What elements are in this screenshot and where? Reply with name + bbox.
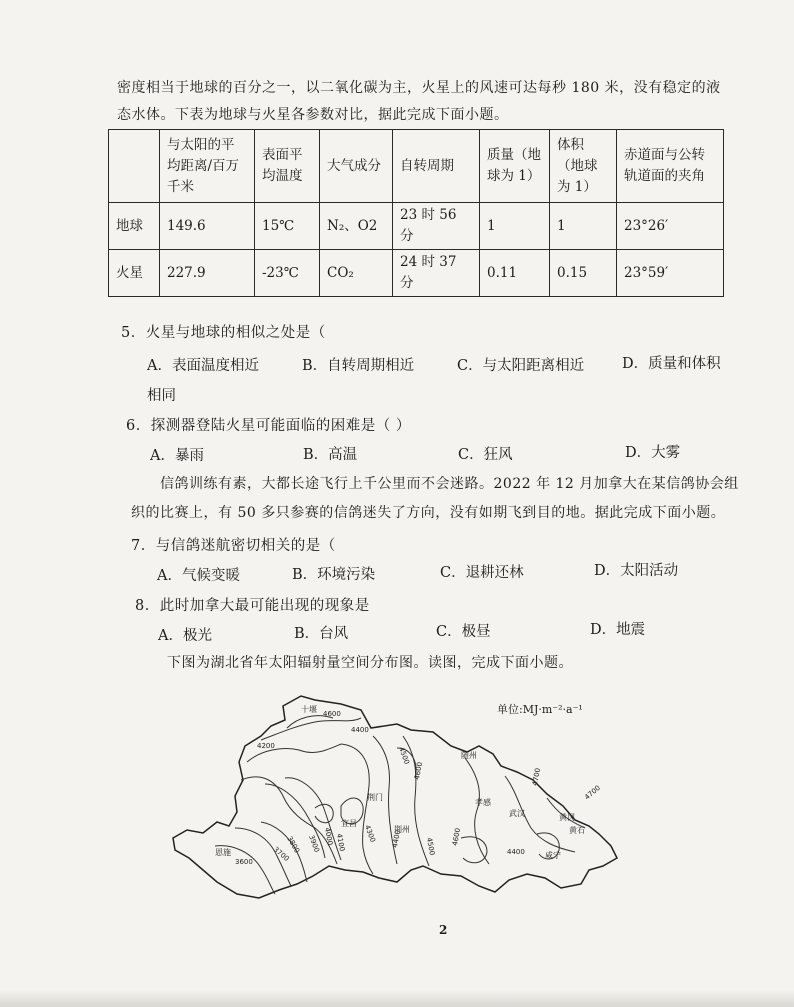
- table-cell: -23℃: [255, 250, 320, 297]
- isoline-label: 3800: [285, 835, 302, 855]
- table-cell: 0.11: [480, 250, 550, 297]
- table-row: [109, 250, 724, 297]
- isoline: [315, 804, 333, 822]
- question-5-option-a: A．表面温度相近: [147, 358, 259, 374]
- isoline-label: 4000: [323, 826, 335, 846]
- city-label: 恩施: [215, 848, 231, 857]
- table-header-cell: 自转周期: [393, 130, 480, 203]
- table-cell: 0.15: [550, 250, 617, 297]
- question-8-option-a: A．极光: [158, 628, 212, 644]
- question-7-option-b: B．环境污染: [292, 567, 376, 583]
- isoline: [461, 837, 487, 863]
- table-cell: 23°59′: [617, 250, 724, 297]
- question-7-option-a: A．气候变暖: [157, 568, 240, 584]
- isoline-label: 4600: [451, 827, 463, 847]
- isoline: [341, 744, 373, 874]
- city-label: 武汉: [509, 809, 525, 818]
- city-label: 黄石: [569, 826, 585, 835]
- question-6-option-d: D．大雾: [625, 445, 681, 461]
- table-header-cell: 赤道面与公转轨道面的夹角: [617, 130, 724, 203]
- question-6-option-c: C．狂风: [458, 447, 513, 463]
- table-header-cell: 与太阳的平均距离/百万千米: [160, 130, 255, 203]
- isoline-label: 3700: [271, 845, 291, 863]
- isoline-label: 4400: [351, 726, 369, 734]
- question-6-stem: 6．探测器登陆火星可能面临的困难是（ ）: [126, 418, 411, 434]
- table-header-cell: [109, 130, 160, 203]
- table-header-cell: 体积（地球为 1）: [550, 130, 617, 203]
- question-5-option-c: C．与太阳距离相近: [457, 358, 585, 374]
- isoline: [465, 758, 489, 864]
- isoline-label: 4500: [425, 836, 437, 856]
- question-8-option-b: B．台风: [294, 626, 349, 642]
- hubei-solar-radiation-map: [165, 688, 625, 903]
- table-cell: 149.6: [160, 203, 255, 250]
- isoline-label: 4600: [413, 761, 425, 781]
- city-label: 荆门: [367, 793, 383, 802]
- pigeon-passage-line-2: 织的比赛上，有 50 多只参赛的信鸽迷失了方向，没有如期飞到目的地。据此完成下面小题。: [131, 505, 726, 521]
- question-5-option-d: D．质量和体积: [622, 356, 721, 372]
- table-cell: N₂、O2: [320, 203, 393, 250]
- scan-edge-shadow: [0, 990, 794, 1007]
- table-row: [109, 203, 724, 250]
- page-number: 2: [439, 923, 448, 937]
- intro-line-2: 态水体。下表为地球与火星各参数对比，据此完成下面小题。: [117, 107, 509, 123]
- isoline-label: 3900: [307, 833, 321, 854]
- isoline-label: 4400: [507, 848, 525, 856]
- city-label: 宜昌: [341, 819, 357, 828]
- table-header-cell: 质量（地球为 1）: [480, 130, 550, 203]
- isoline-label: 4300: [363, 823, 377, 844]
- table-header-cell: 大气成分: [320, 130, 393, 203]
- table-header-cell: 表面平均温度: [255, 130, 320, 203]
- table-cell: 15℃: [255, 203, 320, 250]
- table-header-row: [109, 130, 724, 203]
- table-cell: 24 时 37 分: [393, 250, 480, 297]
- table-cell: 23 时 56 分: [393, 203, 480, 250]
- question-7-option-d: D．太阳活动: [594, 563, 679, 579]
- question-5-option-d-continued: 相同: [147, 388, 176, 404]
- table-cell: 1: [480, 203, 550, 250]
- city-label: 十堰: [301, 705, 317, 714]
- province-outline: [173, 696, 617, 898]
- isoline-label: 4400: [391, 829, 403, 849]
- city-label: 黄冈: [559, 813, 575, 822]
- isoline-label: 4200: [257, 742, 275, 750]
- question-8-stem: 8．此时加拿大最可能出现的现象是: [135, 598, 370, 614]
- isoline-label: 4500: [397, 745, 411, 766]
- table-cell: 23°26′: [617, 203, 724, 250]
- table-cell: CO₂: [320, 250, 393, 297]
- map-unit-label: 单位:MJ·m⁻²·a⁻¹: [497, 703, 583, 716]
- isoline: [241, 777, 337, 864]
- map-intro: 下图为湖北省年太阳辐射量空间分布图。读图，完成下面小题。: [167, 655, 573, 671]
- isoline-label: 4600: [323, 710, 341, 718]
- table-cell: 227.9: [160, 250, 255, 297]
- question-5-option-b: B．自转周期相近: [302, 358, 415, 374]
- question-6-option-a: A．暴雨: [150, 448, 204, 464]
- table-cell: 火星: [109, 250, 160, 297]
- pigeon-passage-line-1: 信鸽训练有素，大都长途飞行上千公里而不会迷路。2022 年 12 月加拿大在某信鸽协会组: [160, 476, 739, 492]
- isoline-label: 3600: [235, 858, 253, 866]
- city-label: 孝感: [475, 798, 491, 807]
- isoline-label: 4700: [531, 767, 543, 787]
- city-label: 荆州: [394, 825, 410, 834]
- isoline: [261, 718, 361, 740]
- question-7-option-c: C．退耕还林: [440, 565, 524, 581]
- question-5-stem: 5．火星与地球的相似之处是（: [121, 325, 326, 341]
- earth-mars-table: [108, 129, 724, 297]
- question-8-option-c: C．极昼: [436, 624, 491, 640]
- table-cell: 1: [550, 203, 617, 250]
- question-6-option-b: B．高温: [303, 447, 358, 463]
- question-7-stem: 7．与信鸽迷航密切相关的是（: [131, 538, 336, 554]
- intro-line-1: 密度相当于地球的百分之一，以二氧化碳为主，火星上的风速可达每秒 180 米，没有稳定的液: [117, 80, 721, 96]
- isoline-label: 4700: [583, 783, 602, 802]
- city-label: 咸宁: [545, 851, 561, 860]
- question-8-option-d: D．地震: [590, 622, 646, 638]
- table-cell: 地球: [109, 203, 160, 250]
- city-label: 随州: [461, 751, 477, 760]
- isoline-label: 4100: [335, 832, 347, 852]
